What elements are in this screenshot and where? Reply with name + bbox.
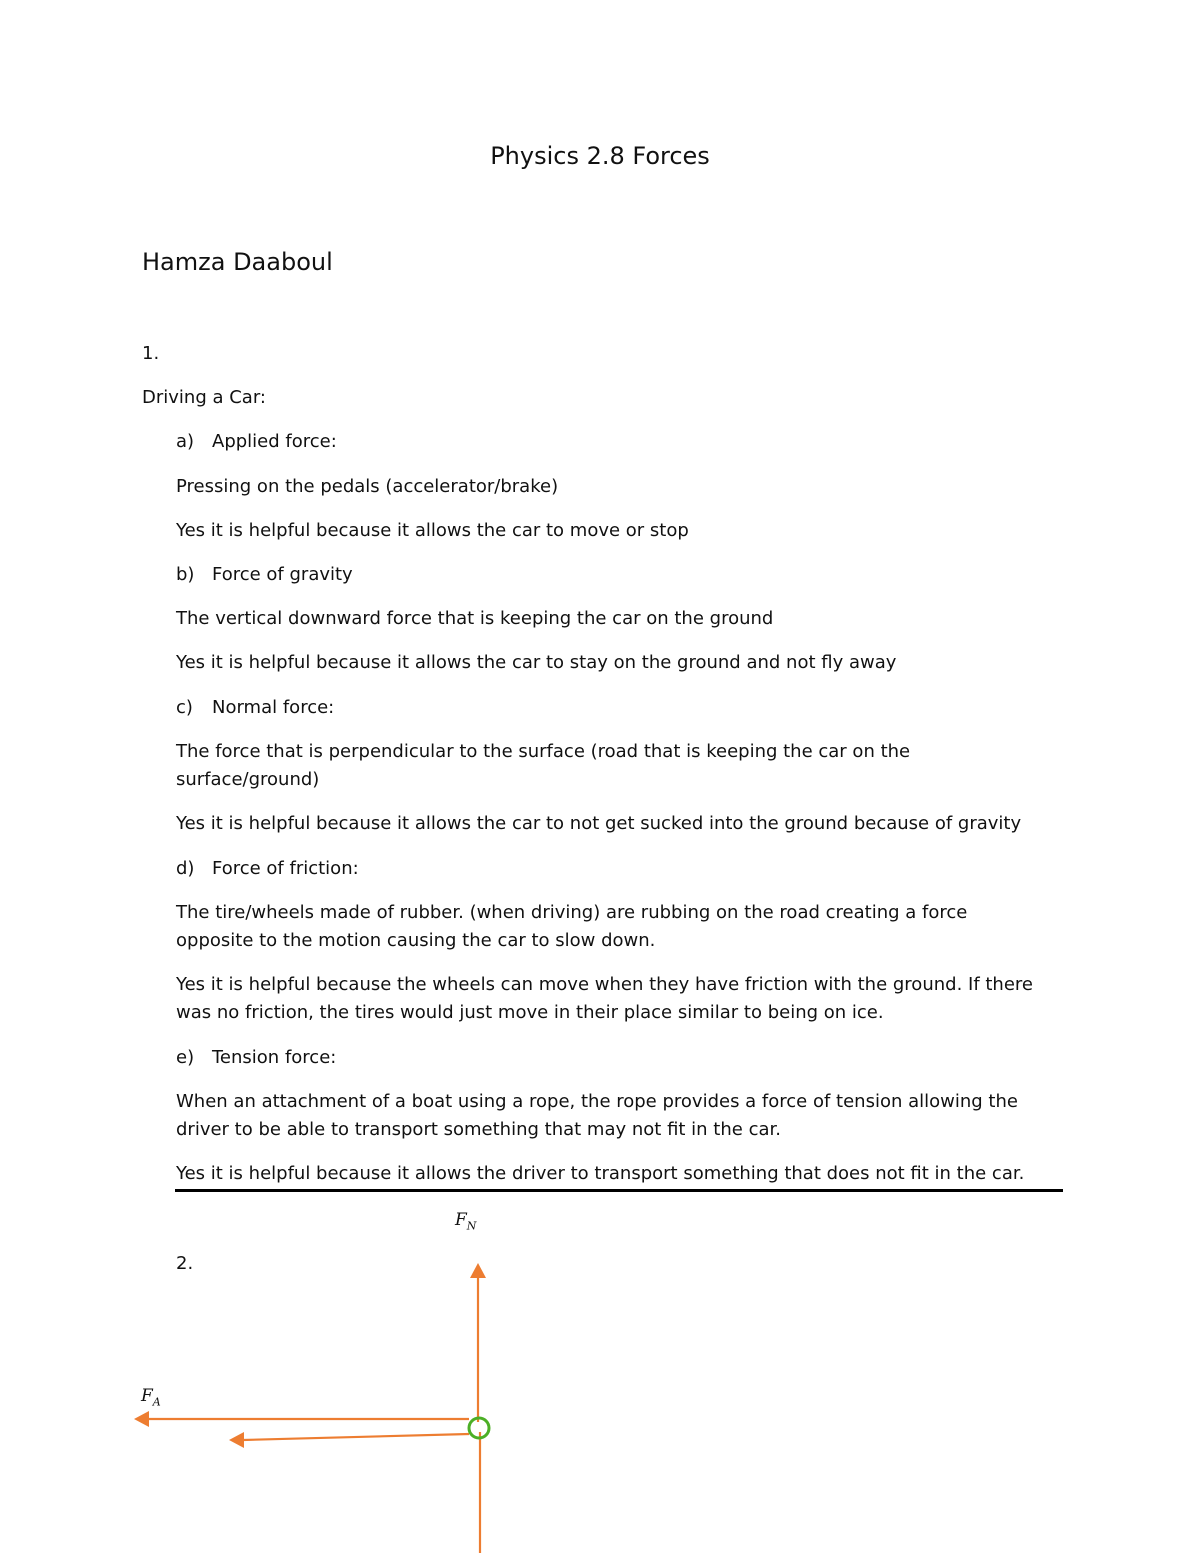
author-name: Hamza Daaboul (142, 248, 333, 276)
question-1-number: 1. (142, 343, 160, 364)
item-e-marker: e) (176, 1047, 195, 1068)
item-b-helpful: Yes it is helpful because it allows the car to stay on the ground and not fly away (176, 652, 897, 673)
normal-force-arrowhead (470, 1263, 486, 1278)
applied-force-arrow (134, 1411, 469, 1427)
scenario-label: Driving a Car: (142, 387, 266, 408)
item-a-marker: a) (176, 431, 195, 452)
friction-force-arrow (229, 1432, 469, 1448)
item-c-heading: Normal force: (212, 697, 335, 718)
item-e-heading: Tension force: (212, 1047, 337, 1068)
item-b-marker: b) (176, 564, 195, 585)
question-2-number: 2. (176, 1253, 194, 1274)
applied-force-arrowhead (134, 1411, 149, 1427)
item-c-helpful: Yes it is helpful because it allows the car to not get sucked into the ground because of gravity (176, 813, 1022, 834)
item-b-description: The vertical downward force that is keeping the car on the ground (176, 608, 774, 629)
applied-force-label: $F_A$ (141, 1386, 161, 1409)
item-e-description: When an attachment of a boat using a rope, the rope provides a force of tension allowing the driver to be able to transport something that may not fit in the car. (176, 1091, 1018, 1140)
normal-force-arrow (470, 1263, 486, 1422)
item-a-helpful: Yes it is helpful because it allows the car to move or stop (176, 520, 689, 541)
friction-force-arrowhead (229, 1432, 244, 1448)
item-d-marker: d) (176, 858, 195, 879)
item-c-marker: c) (176, 697, 193, 718)
item-e-helpful: Yes it is helpful because it allows the driver to transport something that does not fit in the car. (176, 1163, 1025, 1184)
item-d-helpful: Yes it is helpful because the wheels can move when they have friction with the ground. If there was no friction, the tires would just move in their place similar to being on ice. (176, 974, 1033, 1023)
item-d-description: The tire/wheels made of rubber. (when driving) are rubbing on the road creating a force opposite to the motion causing the car to slow down. (176, 902, 968, 951)
page-title: Physics 2.8 Forces (490, 142, 710, 170)
item-c-description: The force that is perpendicular to the surface (road that is keeping the car on the surface/ground) (176, 741, 911, 790)
item-a-heading: Applied force: (212, 431, 337, 452)
item-b-heading: Force of gravity (212, 564, 353, 585)
item-d-heading: Force of friction: (212, 858, 359, 879)
normal-force-label: $F_N$ (455, 1210, 477, 1233)
item-a-description: Pressing on the pedals (accelerator/brake) (176, 476, 559, 497)
friction-force-shaft (243, 1434, 469, 1440)
